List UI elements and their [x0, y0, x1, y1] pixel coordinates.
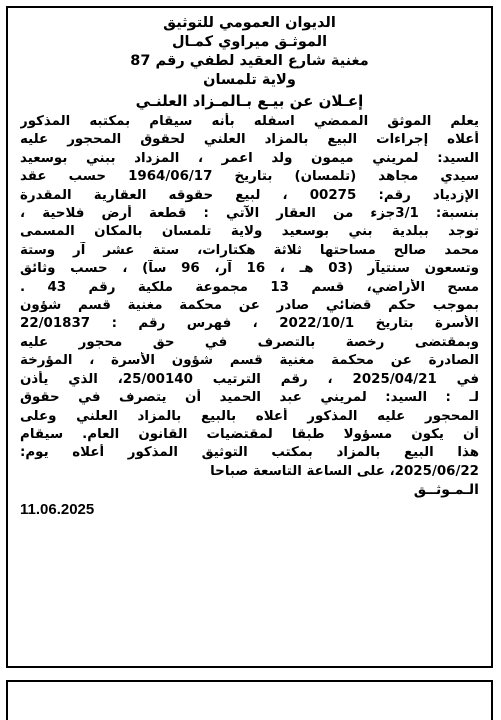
office-address: مغنية شارع العقيد لطفي رقم 87 — [130, 53, 369, 69]
body-line: وبمقتضى رخصة بالتصرف في حق محجور عليه — [20, 334, 479, 350]
body-line: 2025/06/22، على الساعة التاسعة صباحا — [210, 463, 479, 479]
body-line: الأسرة بتاريخ 2022/10/1 ، فهرس رقم : 22/01837 — [20, 316, 479, 332]
body-line: أن يكون مسؤولا طبقا لمقتضيات القانون العام. سيقام — [20, 426, 479, 442]
body-line: توجد ببلدية بني بوسعيد ولاية تلمسان بالمكان المسمى — [20, 224, 479, 240]
notice-body — [20, 113, 479, 481]
body-line: بنسبة: 3/1جزء من العقار الآتي : قطعة أرض فلاحية ، — [20, 206, 479, 222]
body-line: مسح الأراضي، قسم 13 مجموعة ملكية رقم 43 . — [20, 279, 479, 295]
province: ولاية تلمسان — [203, 72, 296, 88]
notice-box — [6, 6, 493, 668]
body-line: الصادرة عن محكمة مغنية قسم شؤون الأسرة ، المؤرخة — [20, 353, 479, 369]
body-line: محمد صالح مساحتها ثلاثة هكتارات، ستة عشر آر وستة — [20, 242, 479, 258]
notice-title: إعـلان عن بيـع بـالمـزاد العلنـي — [135, 92, 364, 110]
body-line: في 2025/04/21 ، رقم الترتيب 25/00140، الذي يأذن — [20, 371, 479, 387]
body-line: المحجور عليه المذكور أعلاه بالبيع بالمزاد العلني وعلى — [20, 408, 479, 424]
body-line: السيد: لمريني ميمون ولد اعمر ، المزداد ببني بوسعيد — [20, 150, 479, 166]
body-line: أعلاه إجراءات البيع بالمزاد العلني لحقوق المحجور عليه — [20, 132, 479, 148]
body-line: يعلم الموثق الممضي اسفله بأنه سيقام بمكتبه المذكور — [20, 114, 479, 129]
body-line: هذا البيع بالمزاد بمكتب التوثيق المذكور أعلاه يوم: — [20, 445, 479, 461]
body-line: الإزدياد رقم: 00275 ، لبيع حقوقه العقارية المقدرة — [20, 187, 479, 203]
office-name: الديوان العمومي للتوثيق — [163, 15, 336, 31]
notary-header — [20, 14, 479, 90]
notice-date: 11.06.2025 — [20, 501, 95, 519]
body-line: لـ : السيد: لمريني عبد الحميد أن يتصرف في حقوق — [20, 390, 479, 406]
next-notice-box — [6, 680, 493, 720]
body-line: وتسعون سنتيآر (03 هـ ، 16 آر، 96 سآ) ، حسب وثائق — [20, 261, 479, 277]
signature-label: الـمـوثــق — [413, 482, 479, 499]
body-line: بموجب حكم قضائي صادر عن محكمة مغنية قسم شؤون — [20, 298, 479, 314]
notary-name: الموثـق ميراوي كمـال — [171, 34, 328, 50]
body-line: سيدي مجاهد (تلمسان) بتاريخ 1964/06/17 حسب عقد — [20, 169, 479, 185]
